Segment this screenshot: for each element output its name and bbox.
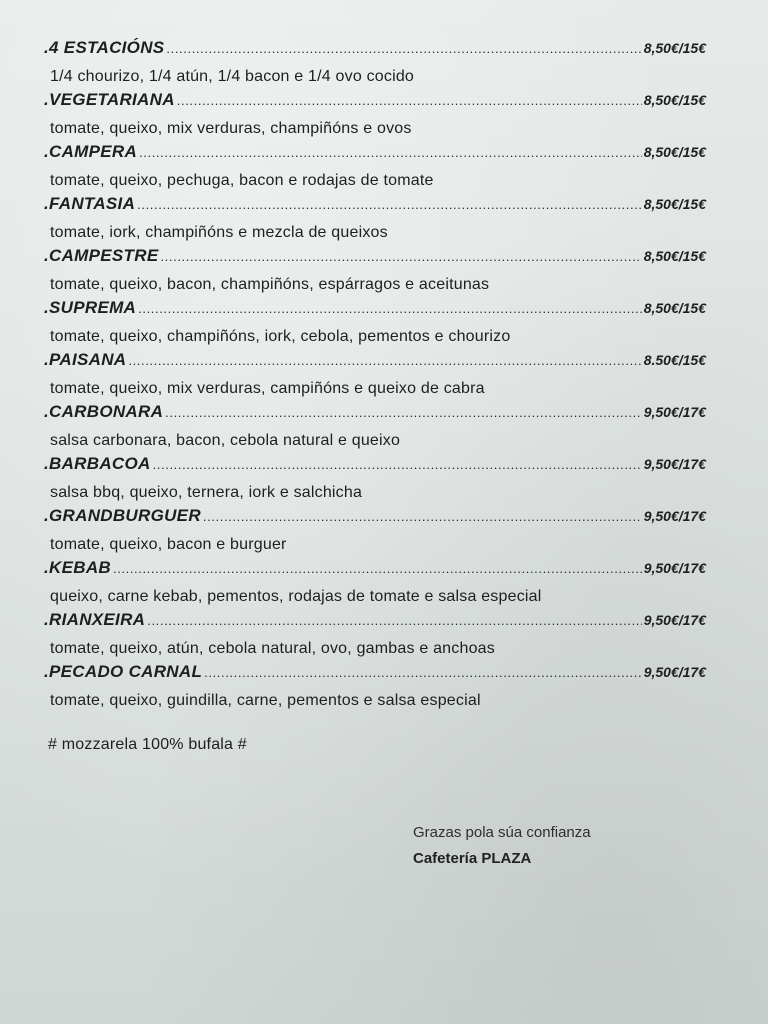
thanks-message: Grazas pola súa confianza [413,824,591,841]
leader-dots [128,353,641,368]
menu-item-name: .GRANDBURGUER [44,506,201,525]
menu-item-name: .CARBONARA [44,402,164,421]
footer [413,820,591,872]
leader-dots [147,613,641,628]
menu-item-price: 8,50€/15€ [643,92,706,108]
menu-item-title-line [44,402,716,428]
menu-item-price: 9,50€/17€ [643,508,706,524]
leader-dots [113,561,642,576]
leader-dots [153,457,642,472]
menu-item-name: .SUPREMA [44,298,137,317]
menu-item [44,506,716,558]
menu-item-name: .RIANXEIRA [44,610,146,629]
menu-item-price: 8,50€/15€ [643,40,706,56]
menu-item-name: .PAISANA [44,350,127,369]
menu-item-name: .PECADO CARNAL [44,662,203,681]
menu-item-title-line [44,142,716,168]
menu-item-description: tomate, queixo, bacon e burguer [50,536,287,553]
menu-item [44,558,716,610]
menu-item [44,246,716,298]
menu-item [44,350,716,402]
menu-item-description: salsa carbonara, bacon, cebola natural e queixo [50,432,401,449]
menu-item-name: .VEGETARIANA [44,90,175,109]
menu-item-price: 8,50€/15€ [643,248,706,264]
pizza-menu-list [44,38,716,714]
leader-dots [160,249,641,264]
menu-item-title-line [44,610,716,636]
menu-item-title-line [44,194,716,220]
menu-item-name: .KEBAB [44,558,111,577]
menu-item-title-line [44,298,716,324]
menu-item [44,662,716,714]
leader-dots [138,301,642,316]
menu-item [44,402,716,454]
leader-dots [177,93,642,108]
menu-item-description: tomate, queixo, mix verduras, champiñóns e ovos [50,120,412,137]
menu-item [44,38,716,90]
leader-dots [137,197,642,212]
menu-item-name: .BARBACOA [44,454,151,473]
menu-item-description: queixo, carne kebab, pementos, rodajas de tomate e salsa especial [50,588,542,605]
menu-item-title-line [44,506,716,532]
menu-item-price: 9,50€/17€ [643,404,706,420]
menu-item-description: tomate, queixo, mix verduras, campiñóns e queixo de cabra [50,380,485,397]
menu-item-price: 9,50€/17€ [643,560,706,576]
menu-item-title-line [44,246,716,272]
menu-item-title-line [44,350,716,376]
menu-item-title-line [44,662,716,688]
leader-dots [204,665,642,680]
menu-item-name: .CAMPERA [44,142,138,161]
leader-dots [203,509,642,524]
menu-item [44,90,716,142]
menu-item-description: salsa bbq, queixo, ternera, iork e salchicha [50,484,363,501]
leader-dots [139,145,642,160]
menu-item-name: .4 ESTACIÓNS [44,38,165,57]
menu-item-price: 8,50€/15€ [643,144,706,160]
menu-item-price: 9,50€/17€ [643,456,706,472]
shop-name: Cafetería PLAZA [413,850,532,867]
menu-item-price: 9,50€/17€ [643,612,706,628]
menu-item [44,454,716,506]
menu-item-description: 1/4 chourizo, 1/4 atún, 1/4 bacon e 1/4 ovo cocido [50,68,415,85]
menu-item-description: tomate, queixo, champiñóns, iork, cebola, pementos e chourizo [50,328,511,345]
menu-item-description: tomate, queixo, atún, cebola natural, ovo, gambas e anchoas [50,640,495,657]
menu-item [44,194,716,246]
menu-item-name: .FANTASIA [44,194,136,213]
menu-item-price: 8,50€/15€ [643,300,706,316]
menu-item-title-line [44,38,716,64]
menu-item-title-line [44,558,716,584]
menu-item-description: tomate, queixo, pechuga, bacon e rodajas de tomate [50,172,434,189]
menu-item-name: .CAMPESTRE [44,246,159,265]
menu-item-description: tomate, queixo, bacon, champiñóns, espárragos e aceitunas [50,276,490,293]
menu-item [44,610,716,662]
menu-item [44,142,716,194]
mozzarella-note: # mozzarela 100% bufala # [48,736,247,753]
menu-item-title-line [44,454,716,480]
menu-item-price: 8.50€/15€ [643,352,706,368]
menu-item-description: tomate, iork, champiñóns e mezcla de queixos [50,224,388,241]
menu-item-price: 9,50€/17€ [643,664,706,680]
leader-dots [166,41,641,56]
menu-item-title-line [44,90,716,116]
menu-item [44,298,716,350]
menu-item-description: tomate, queixo, guindilla, carne, pementos e salsa especial [50,692,481,709]
leader-dots [165,405,642,420]
menu-item-price: 8,50€/15€ [643,196,706,212]
